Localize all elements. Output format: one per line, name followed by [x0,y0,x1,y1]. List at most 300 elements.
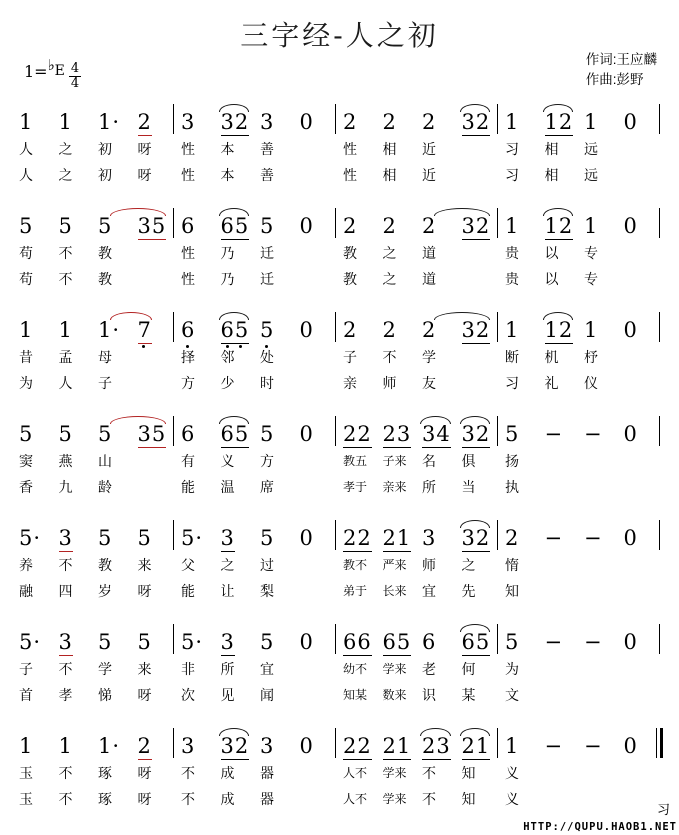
lyric-char [579,760,619,786]
note-digits: 1 [584,110,599,134]
note [383,736,412,760]
beat-slot [176,216,216,240]
beat-slot [295,424,335,448]
note [59,632,73,656]
lyric-char: 孝于 [343,480,368,494]
lyric-char: 悌 [98,687,112,703]
measure [500,528,658,552]
note-digits: 0 [623,422,638,446]
lyric-char: 来 [137,557,152,573]
beat-slot [133,424,173,448]
note-digits: − [544,734,564,758]
beat-slot [133,320,173,344]
composer-credit: 作曲:彭野 [585,72,644,87]
note [624,528,638,552]
note-digits: 2 [137,734,152,758]
lyric-char: 琢 [98,765,112,781]
note [260,216,274,240]
note-digits: 5 [505,630,520,654]
lyric-char [540,656,580,682]
lyric-char: 器 [260,765,274,781]
barline [658,312,662,342]
beat-slot [93,736,133,760]
lyric-char [133,266,173,292]
note-row [0,620,679,656]
barline [334,624,338,654]
lyric-char: 老 [422,661,436,677]
lyric-char: 非 [181,661,195,677]
slur-arc [219,416,250,424]
measure [338,552,496,578]
lyric-gap [658,136,662,162]
beat-slot [255,216,295,240]
lyric-char: 孟 [58,349,73,365]
beat-slot [540,112,580,136]
lyric-char: 俱 [461,453,476,469]
barline [496,520,500,550]
note-digits: 5· [181,630,204,654]
note [260,320,274,344]
note [138,736,152,760]
lyric-char: 义 [220,453,235,469]
slur-arc [110,208,167,216]
measure [500,370,658,396]
measure [14,216,172,240]
beat-slot [216,424,256,448]
lyric-char [295,136,335,162]
lyric-char: 执 [505,479,519,495]
barline [172,208,176,238]
beat-slot [540,216,580,240]
beat-slot [54,112,94,136]
barline [334,208,338,238]
beat-slot [378,216,418,240]
beat-slot [338,112,378,136]
note-digits: 5 [98,214,113,238]
lyric-char: 善 [260,141,274,157]
note-digits: 6 [422,630,437,654]
beat-slot [378,632,418,656]
beat-slot [457,216,497,240]
slur-arc [110,416,167,424]
note [624,112,638,136]
note-digits: 0 [623,630,638,654]
measure [176,370,334,396]
note [138,632,152,656]
note [505,424,519,448]
slur-arc [420,728,451,736]
note [19,424,33,448]
note-digits: 5 [137,630,152,654]
note-digits: − [584,734,603,758]
note-digits: 34 [422,422,451,446]
note [59,424,73,448]
lyric-char: 不 [422,765,436,781]
note [59,528,73,552]
slur-arc [219,208,250,216]
lyric-gap [658,578,662,604]
note [181,424,195,448]
lyric-char: 教 [98,271,112,287]
beat-slot [14,736,54,760]
note [545,216,574,240]
measure [338,682,496,708]
beat-slot [176,632,216,656]
measure [500,736,658,760]
note [221,112,250,136]
barline [334,104,338,134]
note [584,320,598,344]
note-digits: − [544,422,564,446]
note [584,424,603,448]
note [59,216,73,240]
lyric-char: 教 [98,557,112,573]
measure [338,656,496,682]
note [19,112,33,136]
beat-slot [457,112,497,136]
beat-slot [500,632,540,656]
lyric-char: 之 [58,167,73,183]
note [422,112,436,136]
lyric-char: 燕 [58,453,73,469]
note [300,216,314,240]
barline [172,312,176,342]
note-digits: 21 [382,526,412,550]
lyric-char: 机 [544,349,559,365]
lyric-char: 扬 [505,453,519,469]
note [422,320,436,344]
note-digits: 5 [260,318,275,342]
lyric-char: 九 [58,479,73,495]
credits [586,50,657,90]
beat-slot [176,736,216,760]
slur-arc [460,416,491,424]
measure [176,240,334,266]
note [584,632,603,656]
note-digits: 2 [382,214,397,238]
beat-slot [216,632,256,656]
measure [14,424,172,448]
measure [338,528,496,552]
note-digits: 7 [137,318,152,342]
note [19,632,41,656]
note [221,528,235,552]
lyric-char: 之 [58,141,73,157]
barline [658,208,662,238]
measure [14,136,172,162]
note [221,320,250,344]
note [98,632,112,656]
lyric-char: 杼 [584,349,598,365]
note-digits: 3 [220,630,235,654]
note [181,528,203,552]
measure [176,552,334,578]
lyric-char [295,552,335,578]
note [584,112,598,136]
key-tonic: E [54,63,65,79]
beat-slot [295,632,335,656]
note-digits: 2 [343,214,358,238]
beat-slot [579,320,619,344]
beat-slot [500,112,540,136]
beat-slot [540,528,580,552]
note [624,424,638,448]
note [584,528,603,552]
measure [176,344,334,370]
lyric-char: 文 [505,687,519,703]
lyric-char: 人 [58,375,73,391]
note [59,112,73,136]
lyric-char: 少 [220,375,235,391]
lyric-char [295,448,335,474]
lyric-char: 呀 [137,791,152,807]
system [0,724,679,807]
lyric-row [0,474,679,500]
note [260,632,274,656]
beat-slot [93,320,133,344]
slur-arc [434,312,491,320]
note [181,216,195,240]
measure [14,112,172,136]
measure [14,786,172,807]
note [343,528,372,552]
lyric-char: 温 [220,479,235,495]
lyric-char: 过 [260,557,274,573]
barline [496,104,500,134]
measure [14,578,172,604]
lyric-char [619,162,659,188]
beat-slot [216,736,256,760]
beat-slot [417,424,457,448]
note-digits: 21 [382,734,412,758]
measure [338,320,496,344]
beat-slot [176,528,216,552]
measure [338,448,496,474]
lyric-char: 苟 [19,245,33,261]
beat-slot [500,320,540,344]
measure [500,656,658,682]
beat-slot [619,320,659,344]
measure [500,136,658,162]
beat-slot [540,424,580,448]
lyric-char: 远 [584,167,598,183]
measure [500,320,658,344]
lyric-char: 识 [422,687,436,703]
measure [176,632,334,656]
note-digits: 66 [343,630,372,654]
barline [172,728,176,758]
measure [176,266,334,292]
lyric-char: 先 [461,583,476,599]
lyric-char: 亲 [343,375,357,391]
note-digits: 12 [544,318,574,342]
lyric-char: 义 [505,791,519,807]
beat-slot [579,112,619,136]
measure [176,786,334,807]
lyric-char: 为 [505,661,519,677]
beat-slot [500,736,540,760]
lyric-char: 何 [461,661,476,677]
lyric-char: 成 [220,791,235,807]
slur-arc [543,312,574,320]
note-digits: 65 [220,214,250,238]
system [0,516,679,604]
note [624,216,638,240]
beat-slot [54,216,94,240]
lyric-gap [658,162,662,188]
meter-numerator: 4 [70,61,80,77]
system [0,620,679,708]
note [260,528,274,552]
slur-arc [460,104,491,112]
note-digits: 5· [19,630,42,654]
note-digits: 0 [299,318,314,342]
lyric-char: 窦 [19,453,33,469]
lyric-char: 人 [19,141,33,157]
note-digits: 5 [260,630,275,654]
lyric-row [0,370,679,396]
lyric-char: 学来 [382,662,407,676]
lyric-char: 呀 [137,765,152,781]
lyric-char: 之 [382,271,397,287]
measure [500,632,658,656]
note [343,736,372,760]
lyric-char: 玉 [19,765,33,781]
note [584,216,598,240]
barline [334,728,338,758]
note-digits: 12 [544,214,574,238]
note [138,320,152,344]
lyricist-credit: 作词:王应麟 [585,52,657,67]
beat-slot [255,736,295,760]
measure [500,682,658,708]
note-digits: 1 [58,318,73,342]
note [422,736,451,760]
note-digits: 5 [19,422,34,446]
lyric-char: 习 [505,167,519,183]
measure [14,682,172,708]
note [260,424,274,448]
lyric-char: 能 [181,479,195,495]
note-digits: 1· [98,110,121,134]
note-digits: 1 [505,734,520,758]
note-digits: 3 [181,734,196,758]
beat-slot [216,528,256,552]
beat-slot [619,528,659,552]
measure [500,552,658,578]
note-digits: 5 [98,526,113,550]
beat-slot [14,216,54,240]
note [343,112,357,136]
lyric-row [0,448,679,474]
note [19,736,33,760]
note-digits: 3 [220,526,235,550]
beat-slot [579,424,619,448]
note [422,424,451,448]
beat-slot [579,632,619,656]
beat-slot [295,528,335,552]
note-digits: 6 [181,422,196,446]
note [545,632,564,656]
lyric-row [0,266,679,292]
lyric-char: 仪 [584,375,598,391]
lyric-char: 知 [505,583,519,599]
lyric-char: 亲来 [382,480,407,494]
lyric-char [295,266,335,292]
lyric-char: 子来 [382,454,407,468]
note-digits: 5 [19,214,34,238]
lyric-char: 知 [461,765,476,781]
note-digits: 35 [137,214,167,238]
note [545,424,564,448]
lyric-char [579,448,619,474]
beat-slot [500,424,540,448]
slur-arc [219,728,250,736]
lyric-char [619,786,659,798]
beat-slot [255,528,295,552]
note [584,736,603,760]
note [138,528,152,552]
key-prefix: 1= [24,62,48,81]
lyric-char: 器 [260,791,274,807]
beat-slot [540,632,580,656]
note [98,112,120,136]
lyric-char [619,552,659,578]
note-digits: 5· [181,526,204,550]
measure [338,424,496,448]
note-digits: 2 [505,526,520,550]
beat-slot [133,528,173,552]
system [0,204,679,292]
lyric-char: 来 [137,661,152,677]
note-digits: 0 [299,526,314,550]
note-digits: 65 [220,422,250,446]
lyric-char [619,266,659,292]
lyric-char [457,136,497,162]
beat-slot [500,528,540,552]
lyric-char: 远 [584,141,598,157]
note-digits: 6 [181,214,196,238]
lyric-char: 习 [505,141,519,157]
note-digits: 2 [422,214,437,238]
measure [176,760,334,786]
lyric-char: 席 [260,479,274,495]
beat-slot [133,112,173,136]
measure [338,786,496,807]
lyric-char: 相 [382,141,397,157]
measure [14,474,172,500]
measure [14,528,172,552]
measure [500,760,658,786]
low-octave-dots [181,345,193,348]
lyric-gap [658,760,662,786]
note [98,736,120,760]
measure [176,162,334,188]
note [181,736,195,760]
note [462,424,491,448]
lyric-char: 当 [461,479,476,495]
note [624,632,638,656]
beat-slot [54,736,94,760]
lyric-char: 近 [422,141,436,157]
note-digits: 1· [98,318,121,342]
note [19,216,33,240]
lyric-char: 首 [19,687,33,703]
lyric-char: 不 [58,791,73,807]
note [505,216,519,240]
lyric-char: 贵 [505,245,519,261]
beat-slot [93,216,133,240]
